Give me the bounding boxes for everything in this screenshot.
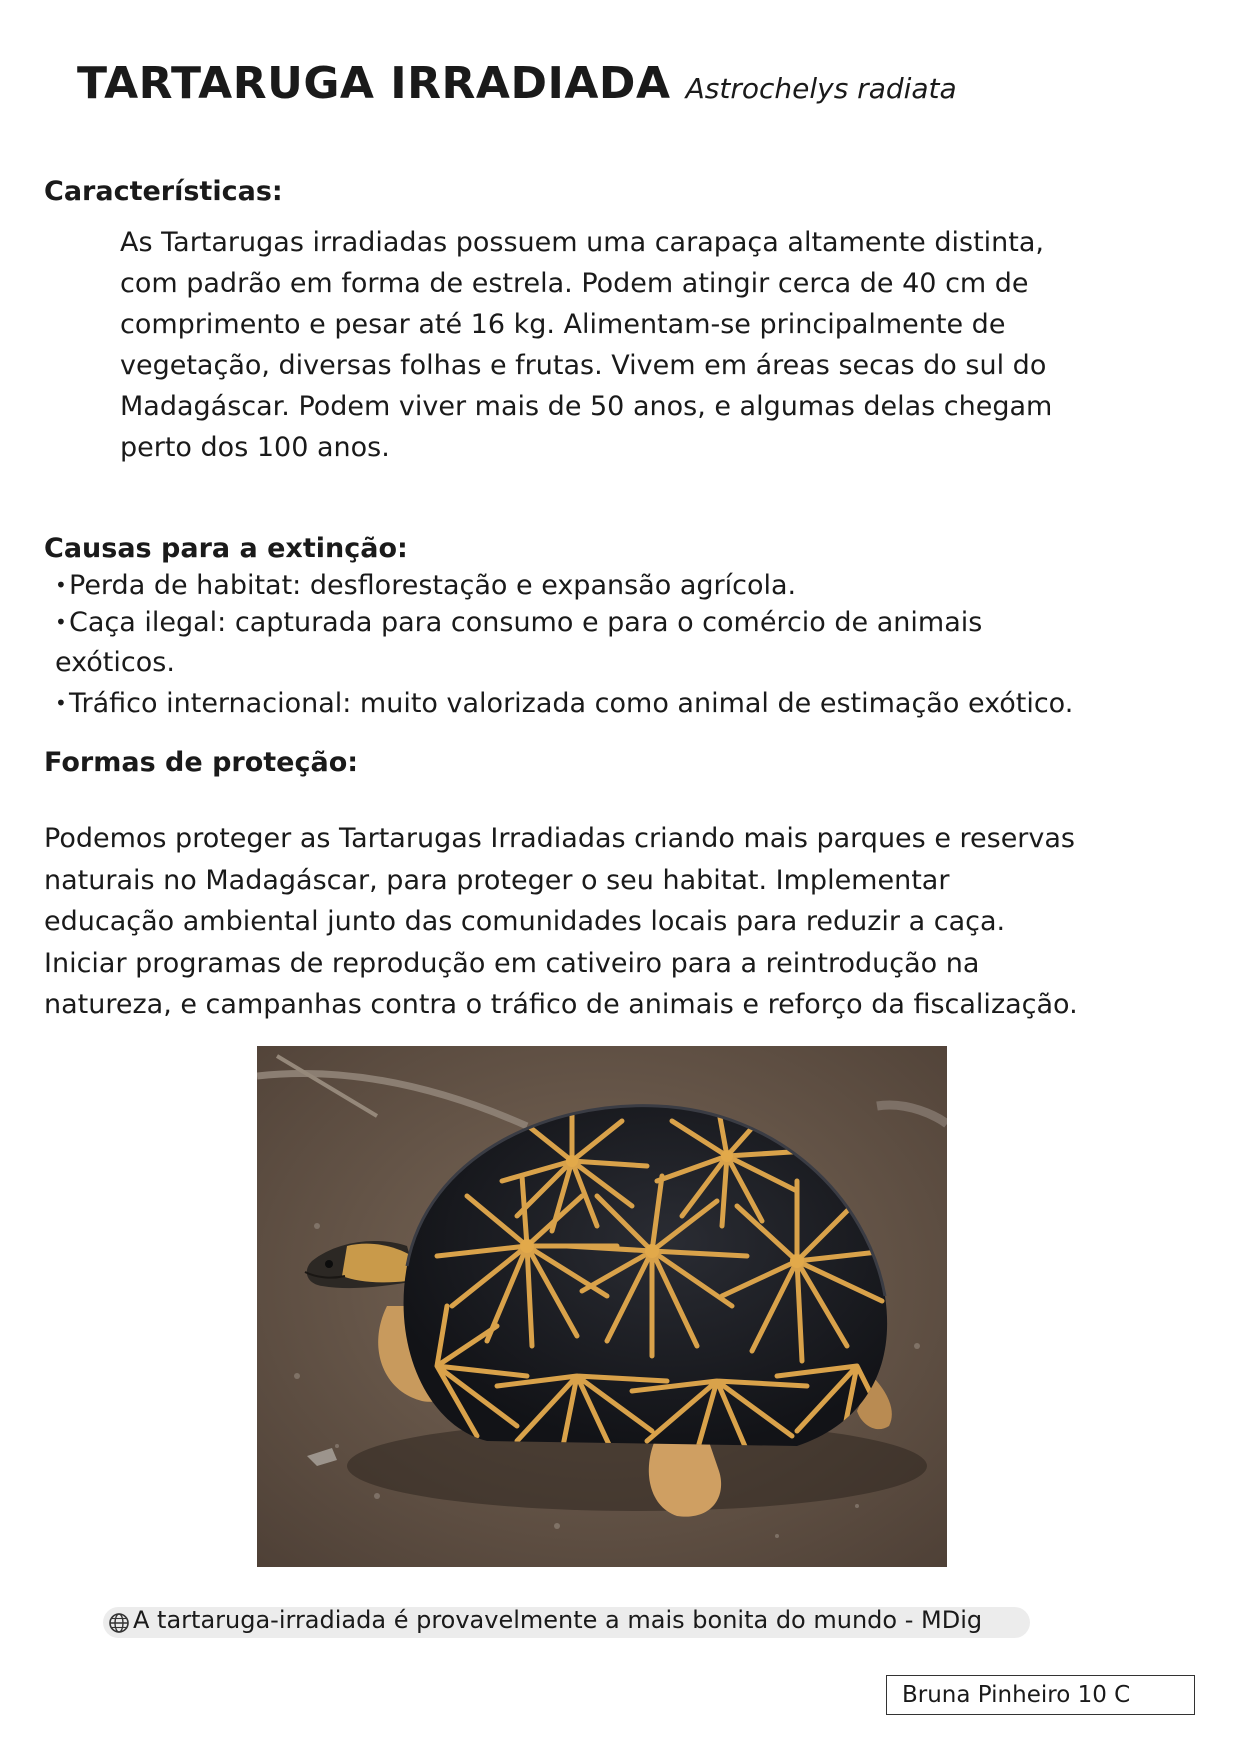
bullet-icon: •	[55, 573, 67, 597]
list-item: •Tráfico internacional: muito valorizada como animal de estimação exótico.	[55, 685, 1185, 722]
list-item-continuation: exóticos.	[55, 647, 175, 678]
characteristics-line: comprimento e pesar até 16 kg. Alimentam-se principalmente de	[120, 309, 1006, 340]
causes-list	[55, 567, 1185, 722]
characteristics-line: com padrão em forma de estrela. Podem atingir cerca de 40 cm de	[120, 268, 1029, 299]
protection-heading: Formas de proteção:	[44, 747, 359, 778]
characteristics-text	[120, 222, 1150, 468]
bullet-icon: •	[55, 691, 67, 715]
protection-line: Iniciar programas de reprodução em cativeiro para a reintrodução na	[44, 947, 980, 979]
author-name: Bruna Pinheiro 10 C	[902, 1682, 1131, 1708]
page-title	[77, 58, 957, 109]
title-scientific-name: Astrochelys radiata	[685, 72, 957, 105]
bullet-icon: •	[55, 610, 67, 634]
characteristics-heading: Características:	[44, 176, 283, 207]
title-main: TARTARUGA IRRADIADA	[77, 58, 671, 109]
tortoise-photo	[257, 1046, 947, 1567]
characteristics-line: Madagáscar. Podem viver mais de 50 anos, e algumas delas chegam	[120, 391, 1053, 422]
protection-text	[44, 818, 1194, 1026]
causes-heading: Causas para a extinção:	[44, 533, 408, 564]
list-item: •Caça ilegal: capturada para consumo e para o comércio de animais	[55, 604, 1185, 641]
protection-line: educação ambiental junto das comunidades locais para reduzir a caça.	[44, 906, 1006, 937]
source-link-text[interactable]: A tartaruga-irradiada é provavelmente a mais bonita do mundo - MDig	[133, 1606, 983, 1634]
globe-icon	[108, 1612, 130, 1634]
list-item: •Perda de habitat: desflorestação e expansão agrícola.	[55, 567, 1185, 604]
characteristics-line: vegetação, diversas folhas e frutas. Vivem em áreas secas do sul do	[120, 350, 1047, 381]
characteristics-line: As Tartarugas irradiadas possuem uma carapaça altamente distinta,	[120, 227, 1044, 258]
protection-line: natureza, e campanhas contra o tráfico de animais e reforço da fiscalização.	[44, 989, 1078, 1020]
protection-line: Podemos proteger as Tartarugas Irradiadas criando mais parques e reservas	[44, 823, 1075, 854]
protection-line: naturais no Madagáscar, para proteger o seu habitat. Implementar	[44, 864, 950, 896]
characteristics-line: perto dos 100 anos.	[120, 432, 390, 463]
